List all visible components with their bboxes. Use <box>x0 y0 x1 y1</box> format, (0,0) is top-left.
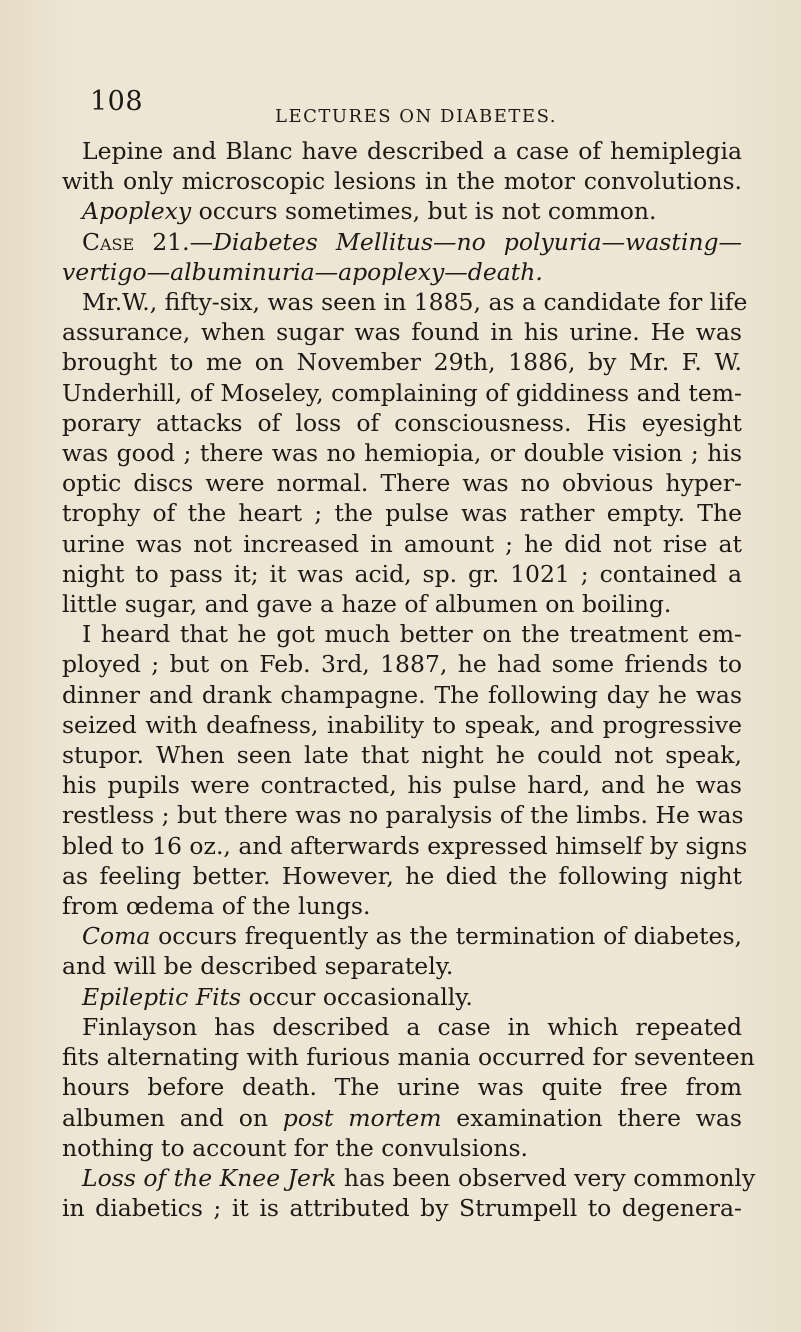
text-line <box>62 861 742 891</box>
text-line <box>62 982 742 1012</box>
text-line <box>62 529 742 559</box>
text-run: brought to me on November 29th, 1886, by Mr. F. W. <box>62 348 742 377</box>
text-run: little sugar, and gave a haze of albumen on boiling. <box>62 590 672 619</box>
text-line <box>62 498 742 528</box>
text-line <box>62 1012 742 1042</box>
italic-phrase: vertigo—albuminuria—apoplexy—death. <box>62 257 543 286</box>
italic-phrase: Loss of the Knee Jerk <box>82 1163 337 1192</box>
text-run: in diabetics ; it is attributed by Strumpell to degenera- <box>62 1194 742 1223</box>
text-line <box>62 438 742 468</box>
running-head-title: LECTURES ON DIABETES. <box>275 106 557 127</box>
italic-phrase: Epileptic Fits <box>82 982 242 1011</box>
text-line <box>62 619 742 649</box>
text-line <box>62 227 742 257</box>
text-run: restless ; but there was no paralysis of the limbs. He was <box>62 801 744 830</box>
text-run: seized with deafness, inability to speak, and progressive <box>62 710 742 739</box>
italic-phrase: post mortem <box>282 1103 442 1132</box>
text-line <box>62 408 742 438</box>
text-run: Finlayson has described a case in which repeated <box>82 1012 742 1041</box>
text-run: has been observed very commonly <box>336 1163 756 1192</box>
text-line <box>62 317 742 347</box>
text-run: Underhill, of Moseley, complaining of giddiness and tem- <box>62 378 742 407</box>
text-run: as feeling better. However, he died the following night <box>62 861 742 890</box>
text-line <box>62 559 742 589</box>
text-line <box>62 891 742 921</box>
text-line <box>62 589 742 619</box>
text-line <box>62 831 748 861</box>
text-run: ployed ; but on Feb. 3rd, 1887, he had some friends to <box>62 650 742 679</box>
text-line <box>62 136 742 166</box>
text-run: nothing to account for the convulsions. <box>62 1133 529 1162</box>
text-line <box>62 347 742 377</box>
text-run: his pupils were contracted, his pulse hard, and he was <box>62 771 742 800</box>
text-line <box>62 1103 742 1133</box>
text-line <box>62 468 742 498</box>
text-line <box>62 680 742 710</box>
text-line <box>62 1133 742 1163</box>
text-run: albumen and on <box>62 1103 283 1132</box>
text-run: and will be described separately. <box>62 952 454 981</box>
small-caps-word: Case <box>82 227 135 256</box>
text-run: was good ; there was no hemiopia, or double vision ; his <box>62 439 742 468</box>
text-run: fits alternating with furious mania occurred for seventeen <box>62 1043 755 1072</box>
text-run: urine was not increased in amount ; he did not rise at <box>62 529 742 558</box>
text-run: examination there was <box>441 1103 742 1132</box>
text-run: 21.— <box>134 227 214 256</box>
text-run: with only microscopic lesions in the motor convolutions. <box>62 167 742 196</box>
text-run: I heard that he got much better on the treatment em- <box>82 620 742 649</box>
text-run: night to pass it; it was acid, sp. gr. 1021 ; contained a <box>62 559 742 588</box>
text-run: dinner and drank champagne. The following day he was <box>62 680 742 709</box>
text-line <box>62 710 742 740</box>
italic-phrase: Coma <box>82 922 151 951</box>
text-run: occur occasionally. <box>241 982 473 1011</box>
text-run: hours before death. The urine was quite free from <box>62 1073 742 1102</box>
text-line <box>62 1042 755 1072</box>
text-run: from œdema of the lungs. <box>62 892 371 921</box>
text-line <box>62 740 742 770</box>
italic-phrase: Apoplexy <box>82 197 192 226</box>
text-line <box>62 287 748 317</box>
text-run: bled to 16 oz., and afterwards expressed himself by signs <box>62 831 748 860</box>
text-line <box>62 951 742 981</box>
text-line <box>62 1072 742 1102</box>
text-line <box>62 649 742 679</box>
text-line <box>62 166 742 196</box>
text-line <box>62 770 742 800</box>
text-run: trophy of the heart ; the pulse was rather empty. The <box>62 499 742 528</box>
text-run: occurs sometimes, but is not common. <box>191 197 657 226</box>
text-run: occurs frequently as the termination of diabetes, <box>150 922 742 951</box>
text-line <box>62 800 742 830</box>
text-line <box>62 1193 742 1223</box>
text-run: Lepine and Blanc have described a case of hemiplegia <box>82 137 742 165</box>
text-run: assurance, when sugar was found in his urine. He was <box>62 318 742 347</box>
running-head <box>0 86 801 126</box>
text-run: optic discs were normal. There was no obvious hyper- <box>62 469 742 498</box>
text-line <box>62 921 742 951</box>
text-line <box>62 257 742 287</box>
text-run: porary attacks of loss of consciousness. His eyesight <box>62 408 742 437</box>
body-text <box>62 136 756 1223</box>
text-run: Mr.W., fifty-six, was seen in 1885, as a candidate for life <box>82 288 748 317</box>
text-line <box>62 1163 756 1193</box>
text-line <box>62 378 742 408</box>
text-line <box>62 196 742 226</box>
text-run: stupor. When seen late that night he could not speak, <box>62 741 742 770</box>
italic-phrase: Diabetes Mellitus—no polyuria—wasting— <box>213 227 743 256</box>
page-number: 108 <box>90 86 144 117</box>
